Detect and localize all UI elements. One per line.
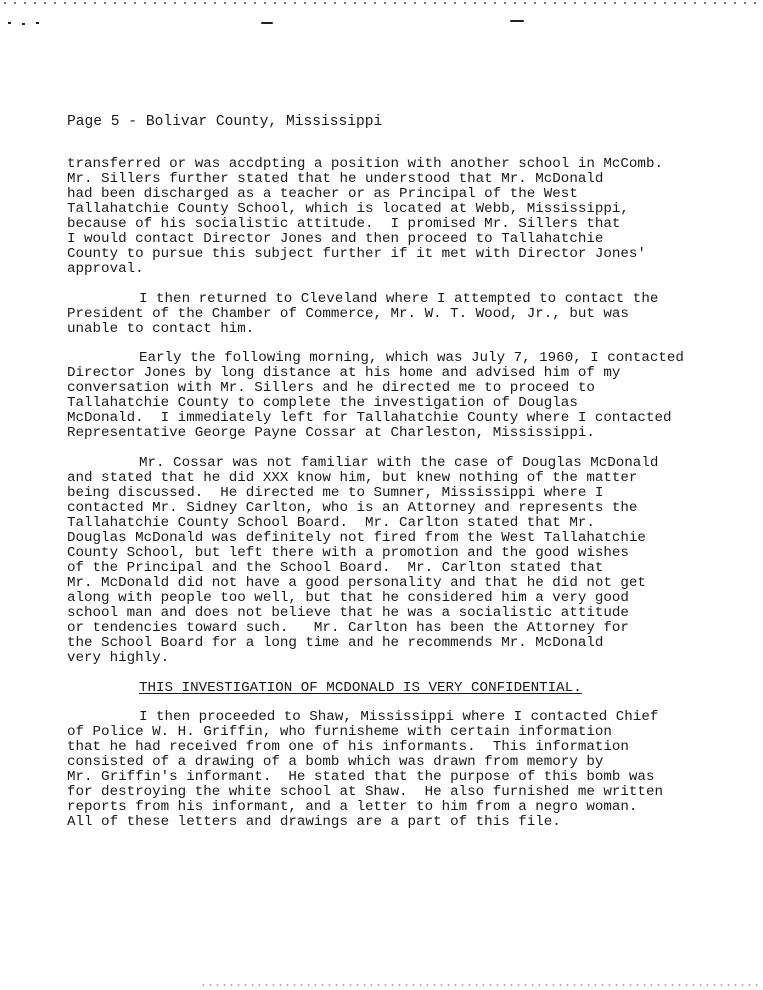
text-line: the School Board for a long time and he recommends Mr. McDonald xyxy=(67,635,604,652)
paragraph-cleveland xyxy=(67,292,747,337)
text-line: Tallahatchie County School Board. Mr. Carlton stated that Mr. xyxy=(67,514,595,531)
text-line: along with people too well, but that he considered him a very good xyxy=(67,590,629,607)
paragraph-cossar xyxy=(67,456,747,667)
paragraph-continuation xyxy=(67,157,747,277)
text-line: reports from his informant, and a letter to him from a negro woman. xyxy=(67,799,638,816)
text-line: Douglas McDonald was definitely not fired from the West Tallahatchie xyxy=(67,529,646,546)
text-line: of the Principal and the School Board. Mr. Carlton stated that xyxy=(67,560,604,577)
text-line: McDonald. I immediately left for Tallahatchie County where I contacted xyxy=(67,410,672,427)
scan-mark xyxy=(22,23,25,25)
text-line: Mr. Sillers further stated that he understood that Mr. McDonald xyxy=(67,171,604,188)
text-line: or tendencies toward such. Mr. Carlton has been the Attorney for xyxy=(67,620,629,637)
text-line: and stated that he did XXX know him, but knew nothing of the matter xyxy=(67,469,638,486)
text-line: Director Jones by long distance at his home and advised him of my xyxy=(67,365,621,382)
scan-mark xyxy=(36,22,39,24)
text-line: I then returned to Cleveland where I attempted to contact the xyxy=(139,290,659,307)
text-line: County School, but left there with a promotion and the good wishes xyxy=(67,544,629,561)
text-line: school man and does not believe that he was a socialistic attitude xyxy=(67,605,629,622)
text-line: contacted Mr. Sidney Carlton, who is an Attorney and represents the xyxy=(67,499,638,516)
paragraph-shaw xyxy=(67,710,747,830)
text-line: very highly. xyxy=(67,650,170,667)
document-body xyxy=(67,157,747,845)
text-line: being discussed. He directed me to Sumner, Mississippi where I xyxy=(67,484,604,501)
text-line: had been discharged as a teacher or as Principal of the West xyxy=(67,186,578,203)
text-line: transferred or was accdpting a position with another school in McComb. xyxy=(67,156,663,172)
scan-mark xyxy=(261,22,273,24)
text-line: unable to contact him. xyxy=(67,320,255,337)
text-line: for destroying the white school at Shaw. He also furnished me written xyxy=(67,784,663,801)
text-line: Representative George Payne Cossar at Charleston, Mississippi. xyxy=(67,425,595,442)
scan-mark xyxy=(510,20,524,22)
text-line: approval. xyxy=(67,261,144,278)
text-line: All of these letters and drawings are a part of this file. xyxy=(67,814,561,831)
text-line: I then proceeded to Shaw, Mississippi where I contacted Chief xyxy=(139,708,659,725)
text-line: I would contact Director Jones and then proceed to Tallahatchie xyxy=(67,231,604,248)
text-line: consisted of a drawing of a bomb which was drawn from memory by xyxy=(67,754,604,771)
paragraph-july-7 xyxy=(67,351,747,441)
text-line: President of the Chamber of Commerce, Mr. W. T. Wood, Jr., but was xyxy=(67,305,629,322)
text-line: of Police W. H. Griffin, who furnisheme with certain information xyxy=(67,724,612,741)
text-line: that he had received from one of his informants. This information xyxy=(67,739,629,756)
text-line: Mr. McDonald did not have a good personality and that he did not get xyxy=(67,575,646,592)
confidential-heading: THIS INVESTIGATION OF MCDONALD IS VERY CONFIDENTIAL. xyxy=(139,679,582,696)
text-line: Mr. Cossar was not familiar with the case of Douglas McDonald xyxy=(139,454,659,471)
text-line: Tallahatchie County to complete the investigation of Douglas xyxy=(67,395,578,412)
bottom-edge-dots xyxy=(200,983,760,987)
text-line: Mr. Griffin's informant. He stated that the purpose of this bomb was xyxy=(67,769,655,786)
text-line: County to pursue this subject further if it met with Director Jones' xyxy=(67,246,646,263)
text-line: Early the following morning, which was July 7, 1960, I contacted xyxy=(139,350,684,367)
page-header: Page 5 - Bolivar County, Mississippi xyxy=(67,114,383,130)
text-line: conversation with Mr. Sillers and he directed me to proceed to xyxy=(67,380,595,397)
scan-mark xyxy=(8,22,11,24)
text-line: Tallahatchie County School, which is located at Webb, Mississippi, xyxy=(67,201,629,218)
confidential-heading-block xyxy=(67,681,747,696)
text-line: because of his socialistic attitude. I promised Mr. Sillers that xyxy=(67,216,621,233)
top-edge-dots xyxy=(0,0,763,6)
